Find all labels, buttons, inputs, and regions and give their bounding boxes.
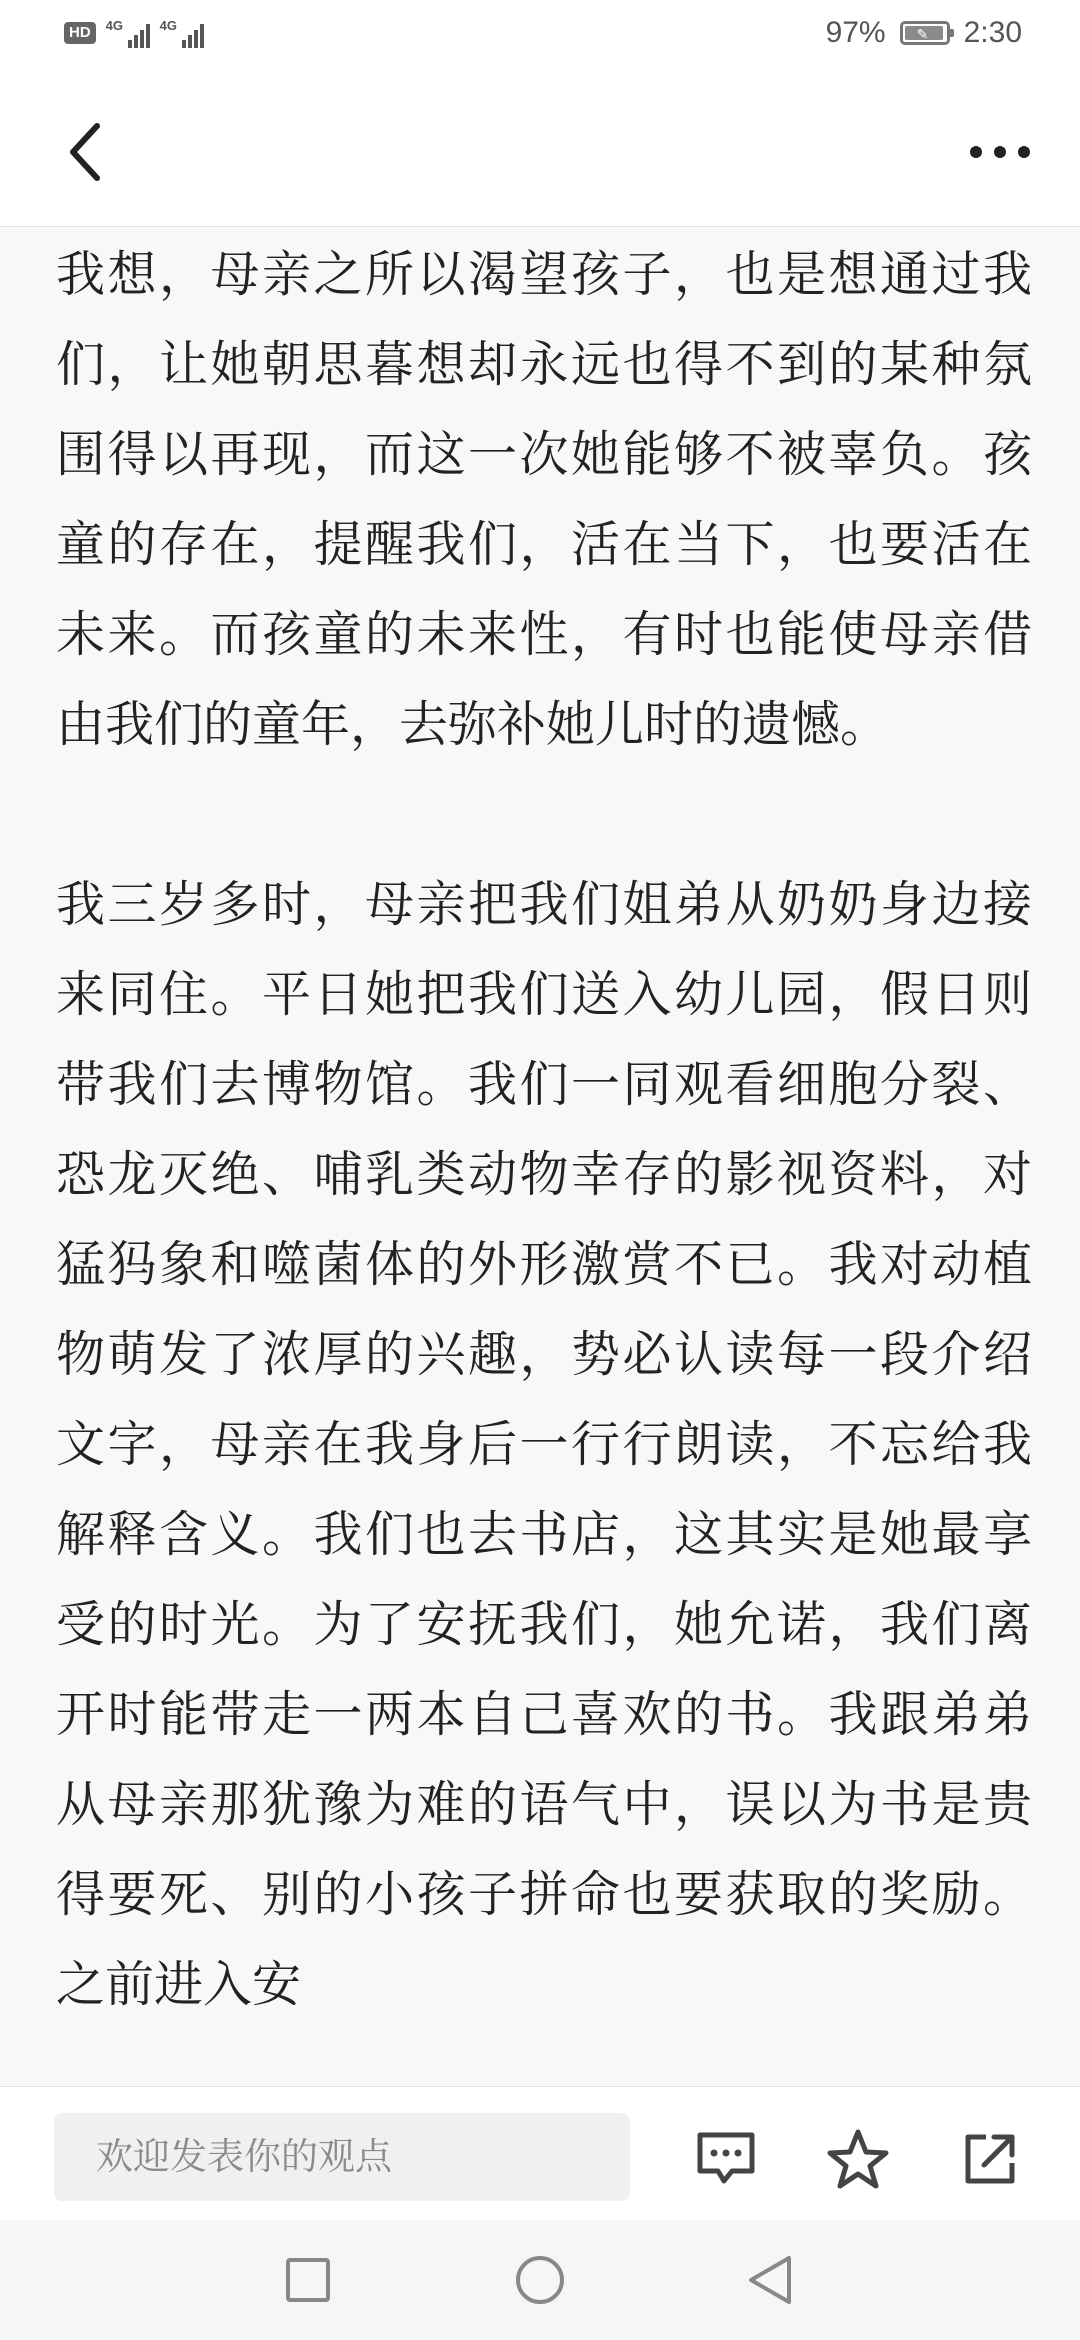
chevron-left-icon	[65, 122, 105, 182]
back-button[interactable]	[50, 112, 120, 192]
back-triangle-icon	[745, 2254, 795, 2306]
signal-icon-2	[160, 18, 204, 48]
comment-button[interactable]	[694, 2127, 758, 2191]
comment-input[interactable]: 欢迎发表你的观点	[54, 2113, 630, 2201]
more-horizontal-icon	[968, 144, 1032, 160]
system-nav-bar	[0, 2220, 1080, 2340]
more-button[interactable]	[960, 112, 1040, 192]
battery-icon	[900, 21, 950, 45]
favorite-button[interactable]	[826, 2127, 890, 2191]
article-body	[56, 230, 1032, 2086]
comment-bar	[0, 2086, 1080, 2221]
leaf-icon: ✎	[916, 26, 929, 42]
network-type-1: 4G	[105, 18, 124, 33]
home-icon	[514, 2254, 566, 2306]
share-icon	[960, 2129, 1020, 2189]
back-nav-button[interactable]	[740, 2250, 800, 2310]
article-paragraph-2: 我三岁多时，母亲把我们姐弟从奶奶身边接来同住。平日她把我们送入幼儿园，假日则带我们去博物馆。我们一同观看细胞分裂、恐龙灭绝、哺乳类动物幸存的影视资料，对猛犸象和噬菌体的外形激赏不已。我对动植物萌发了浓厚的兴趣，势必认读每一段介绍文字，母亲在我身后一行行朗读，不忘给我解释含义。我们也去书店，这其实是她最享受的时光。为了安抚我们，她允诺，我们离开时能带走一两本自己喜欢的书。我跟弟弟从母亲那犹豫为难的语气中，误以为书是贵得要死、别的小孩子拼命也要获取的奖励。之前进入安	[56, 876, 1032, 2013]
status-bar	[0, 0, 1080, 72]
recent-apps-icon	[285, 2257, 331, 2303]
comment-icon	[694, 2129, 758, 2189]
network-type-2: 4G	[159, 18, 178, 33]
app-header	[0, 72, 1080, 227]
article-paragraph-1: 我想，母亲之所以渴望孩子，也是想通过我们，让她朝思暮想却永远也得不到的某种氛围得以再现，而这一次她能够不被辜负。孩童的存在，提醒我们，活在当下，也要活在未来。而孩童的未来性，有时也能使母亲借由我们的童年，去弥补她儿时的遗憾。	[56, 246, 1032, 753]
battery-percent: 97%	[825, 16, 886, 49]
share-button[interactable]	[958, 2127, 1022, 2191]
recent-apps-button[interactable]	[278, 2250, 338, 2310]
signal-icon-1	[106, 18, 150, 48]
status-right	[826, 16, 1022, 50]
hd-badge: HD	[64, 22, 96, 44]
clock: 2:30	[963, 16, 1022, 49]
home-button[interactable]	[510, 2250, 570, 2310]
status-left	[64, 18, 204, 48]
star-icon	[826, 2128, 890, 2190]
